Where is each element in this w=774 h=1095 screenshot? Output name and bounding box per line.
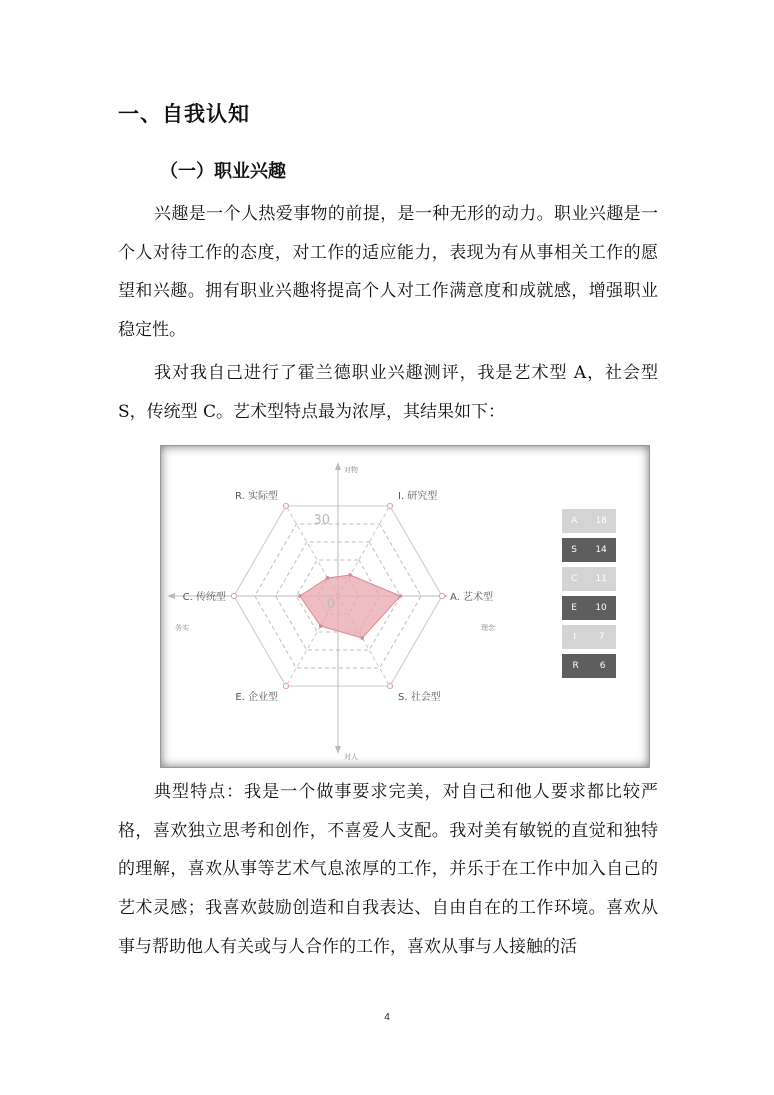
legend-value: 10 <box>595 603 607 613</box>
radar-data-point-2 <box>399 594 403 598</box>
legend-code: S <box>571 545 577 555</box>
axis-label-3: S. 社会型 <box>398 692 441 704</box>
radar-data-point-3 <box>360 636 364 640</box>
legend-row-r <box>562 654 616 678</box>
legend-row-e <box>562 596 616 620</box>
axis-label-1: I. 研究型 <box>398 490 438 502</box>
legend-value: 7 <box>598 632 605 642</box>
legend-code: C <box>571 574 578 584</box>
axis-label-6: R. 实际型 <box>235 490 278 502</box>
vertex-marker-4 <box>283 683 288 688</box>
radar-data-point-5 <box>298 594 302 598</box>
axis-label-2: A. 艺术型 <box>450 592 494 603</box>
vertex-marker-2 <box>439 593 444 598</box>
legend-value: 18 <box>595 516 607 526</box>
legend-row-c <box>562 567 616 591</box>
legend-code: A <box>571 516 578 526</box>
vertex-marker-6 <box>283 503 288 508</box>
legend-row-i <box>562 625 616 649</box>
score-legend <box>562 509 616 683</box>
legend-code: E <box>571 603 577 613</box>
cross-axis-right-label: 理念 <box>481 624 495 632</box>
legend-value: 6 <box>599 661 606 671</box>
vertex-marker-5 <box>231 593 236 598</box>
cross-axis-bottom-label: 对人 <box>344 753 358 761</box>
paragraph-intro: 兴趣是一个人热爱事物的前提，是一种无形的动力。职业兴趣是一个人对待工作的态度，对工作的适应能力，表现为有从事相关工作的愿望和兴趣。拥有职业兴趣将提高个人对工作满意度和成就感，增强职业稳定性。 <box>118 204 658 341</box>
holland-radar-figure <box>160 445 650 768</box>
axis-label-5: C. 传统型 <box>182 592 226 603</box>
legend-value: 11 <box>595 574 607 584</box>
paragraph-traits: 典型特点：我是一个做事要求完美，对自己和他人要求都比较严格，喜欢独立思考和创作，不喜爱人支配。我对美有敏锐的直觉和独特的理解，喜欢从事等艺术气息浓厚的工作，并乐于在工作中加入自己的艺术灵感；我喜欢鼓励创造和自我表达、自由自在的工作环境。喜欢从事与帮助他人有关或与人合作的工作，喜欢从事与人接触的活 <box>118 782 658 957</box>
legend-value: 14 <box>595 545 607 555</box>
legend-code: I <box>573 632 577 642</box>
radar-data-point-1 <box>348 573 352 577</box>
radar-data-point-4 <box>319 624 323 628</box>
subsection-heading: （一）职业兴趣 <box>160 161 286 182</box>
arrow-left-icon <box>167 593 175 599</box>
cross-axis-top-label: 对物 <box>344 466 358 474</box>
vertex-marker-3 <box>387 683 392 688</box>
radar-data-point-6 <box>326 576 330 580</box>
cross-axis-left-label: 务实 <box>175 624 189 632</box>
paragraph-test-result: 我对我自己进行了霍兰德职业兴趣测评，我是艺术型 A，社会型 S，传统型 C。艺术型特点最为浓厚，其结果如下： <box>118 363 658 422</box>
scale-max-label: 30 <box>313 513 330 528</box>
arrow-down-icon <box>335 746 341 754</box>
axis-label-4: E. 企业型 <box>235 692 278 704</box>
legend-row-a <box>562 509 616 533</box>
arrow-up-icon <box>335 462 341 470</box>
section-heading: 一、自我认知 <box>118 102 250 126</box>
legend-row-s <box>562 538 616 562</box>
scale-min-label: 0 <box>326 597 335 612</box>
page-number: 4 <box>384 1012 390 1023</box>
vertex-marker-1 <box>387 503 392 508</box>
legend-code: R <box>572 661 579 671</box>
